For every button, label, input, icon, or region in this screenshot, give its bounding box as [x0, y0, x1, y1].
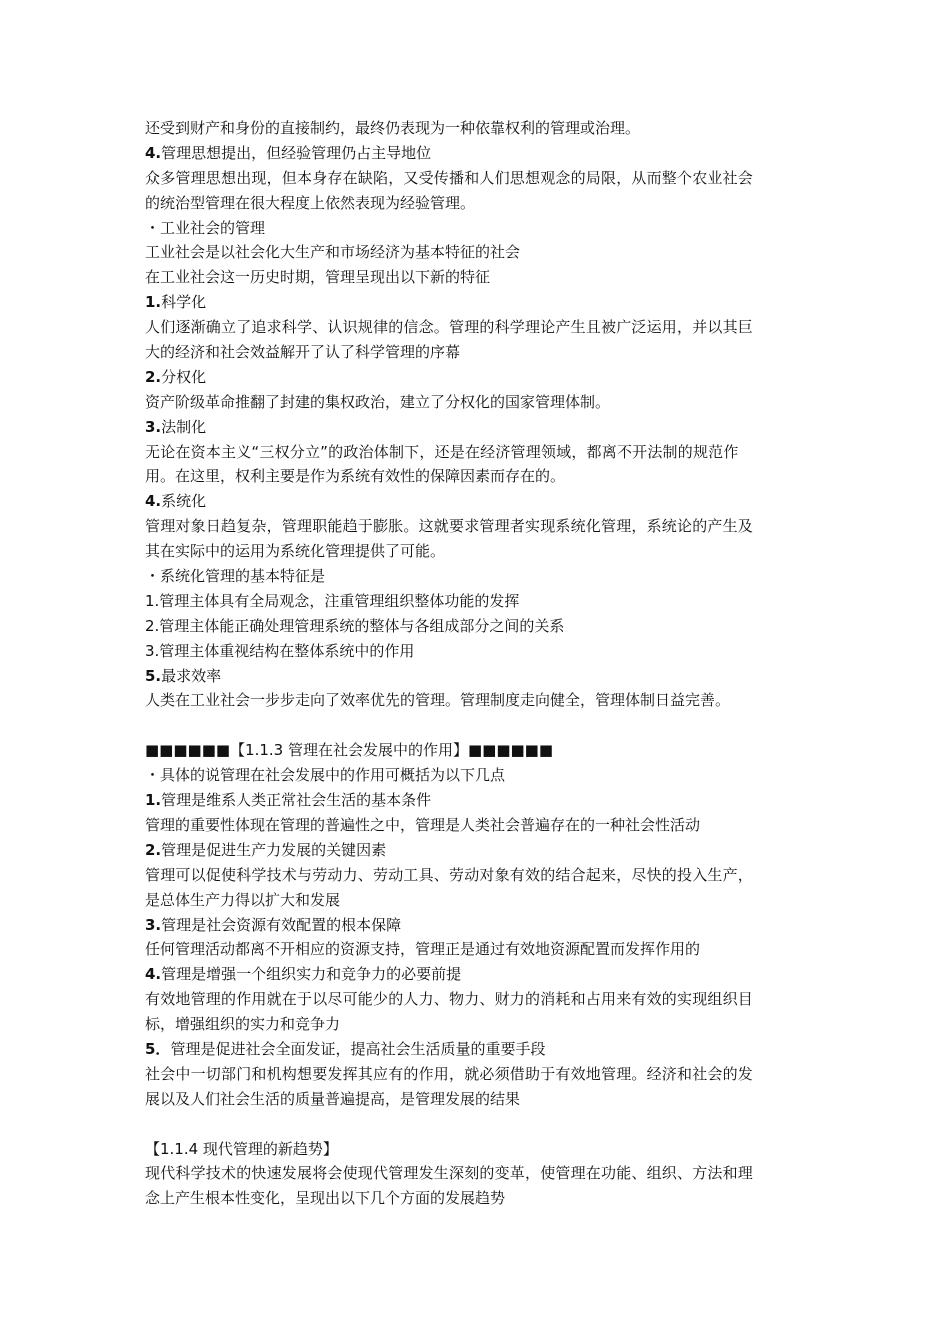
- text-line: 用。在这里，权利主要是作为系统有效性的保障因素而存在的。: [145, 467, 566, 486]
- heading-number: 1.: [145, 791, 162, 810]
- numbered-heading: 5．管理是促进社会全面发证，提高社会生活质量的重要手段: [145, 1039, 546, 1058]
- text-line: 人类在工业社会一步步走向了效率优先的管理。管理制度走向健全，管理体制日益完善。: [145, 691, 731, 710]
- heading-number: 5.: [145, 666, 162, 685]
- section-heading: ■■■■■■【1.1.3 管理在社会发展中的作用】■■■■■■: [145, 741, 554, 760]
- text-line: 众多管理思想出现，但本身存在缺陷，又受传播和人们思想观念的局限，从而整个农业社会: [145, 168, 754, 187]
- text-line: 管理的重要性体现在管理的普遍性之中，管理是人类社会普遍存在的一种社会性活动: [145, 815, 701, 834]
- blank-line: [145, 1112, 815, 1137]
- text-line: 无论在资本主义“三权分立”的政治体制下，还是在经济管理领域，都离不开法制的规范作: [145, 442, 739, 461]
- text-line: 管理对象日趋复杂，管理职能趋于膨胀。这就要求管理者实现系统化管理，系统论的产生及: [145, 517, 754, 536]
- numbered-heading: 3.法制化: [145, 417, 207, 436]
- list-item: 3.管理主体重视结构在整体系统中的作用: [145, 641, 415, 660]
- heading-number: 3.: [145, 417, 162, 436]
- heading-number: 4.: [145, 143, 162, 162]
- numbered-heading: 4.系统化: [145, 492, 207, 511]
- text-line: 是总体生产力得以扩大和发展: [145, 890, 341, 909]
- numbered-heading: 5.最求效率: [145, 666, 222, 685]
- text-line: 资产阶级革命推翻了封建的集权政治，建立了分权化的国家管理体制。: [145, 392, 611, 411]
- heading-number: 1.: [145, 293, 162, 312]
- text-line: 人们逐渐确立了追求科学、认识规律的信念。管理的科学理论产生且被广泛运用，并以其巨: [145, 318, 754, 337]
- heading-number: 5．: [145, 1039, 171, 1058]
- document-body: [145, 116, 815, 1211]
- bullet-heading: ・具体的说管理在社会发展中的作用可概括为以下几点: [145, 766, 506, 785]
- section-heading: 【1.1.4 现代管理的新趋势】: [145, 1139, 338, 1158]
- heading-number: 2.: [145, 840, 162, 859]
- text-line: 其在实际中的运用为系统化管理提供了可能。: [145, 542, 446, 561]
- text-line: 展以及人们社会生活的质量普遍提高，是管理发展的结果: [145, 1089, 521, 1108]
- numbered-heading: 1.科学化: [145, 293, 207, 312]
- list-item: 1.管理主体具有全局观念，注重管理组织整体功能的发挥: [145, 591, 520, 610]
- numbered-heading: 4.管理思想提出，但经验管理仍占主导地位: [145, 143, 432, 162]
- numbered-heading: 4.管理是增强一个组织实力和竞争力的必要前提: [145, 965, 462, 984]
- text-line: 社会中一切部门和机构想要发挥其应有的作用，就必须借助于有效地管理。经济和社会的发: [145, 1064, 754, 1083]
- text-line: 念上产生根本性变化，呈现出以下几个方面的发展趋势: [145, 1189, 506, 1208]
- text-line: 任何管理活动都离不开相应的资源支持，管理正是通过有效地资源配置而发挥作用的: [145, 940, 701, 959]
- heading-number: 2.: [145, 367, 162, 386]
- heading-number: 4.: [145, 492, 162, 511]
- numbered-heading: 2.管理是促进生产力发展的关键因素: [145, 840, 387, 859]
- text-line: 还受到财产和身份的直接制约，最终仍表现为一种依靠权利的管理或治理。: [145, 119, 641, 137]
- numbered-heading: 2.分权化: [145, 367, 207, 386]
- text-line: 管理可以促使科学技术与劳动力、劳动工具、劳动对象有效的结合起来，尽快的投入生产，: [145, 865, 754, 884]
- bullet-heading: ・系统化管理的基本特征是: [145, 567, 326, 586]
- text-line: 现代科学技术的快速发展将会使现代管理发生深刻的变革，使管理在功能、组织、方法和理: [145, 1164, 754, 1183]
- text-line: 在工业社会这一历史时期，管理呈现出以下新的特征: [145, 268, 491, 287]
- heading-number: 3.: [145, 915, 162, 934]
- text-line: 大的经济和社会效益解开了认了科学管理的序幕: [145, 343, 461, 362]
- text-line: 的统治型管理在很大程度上依然表现为经验管理。: [145, 193, 476, 212]
- numbered-heading: 3.管理是社会资源有效配置的根本保障: [145, 915, 402, 934]
- blank-line: [145, 713, 815, 738]
- text-line: 标，增强组织的实力和竞争力: [145, 1015, 341, 1034]
- list-item: 2.管理主体能正确处理管理系统的整体与各组成部分之间的关系: [145, 616, 565, 635]
- numbered-heading: 1.管理是维系人类正常社会生活的基本条件: [145, 791, 432, 810]
- bullet-heading: ・工业社会的管理: [145, 218, 266, 237]
- text-line: 有效地管理的作用就在于以尽可能少的人力、物力、财力的消耗和占用来有效的实现组织目: [145, 990, 754, 1009]
- heading-number: 4.: [145, 965, 162, 984]
- text-line: 工业社会是以社会化大生产和市场经济为基本特征的社会: [145, 243, 521, 262]
